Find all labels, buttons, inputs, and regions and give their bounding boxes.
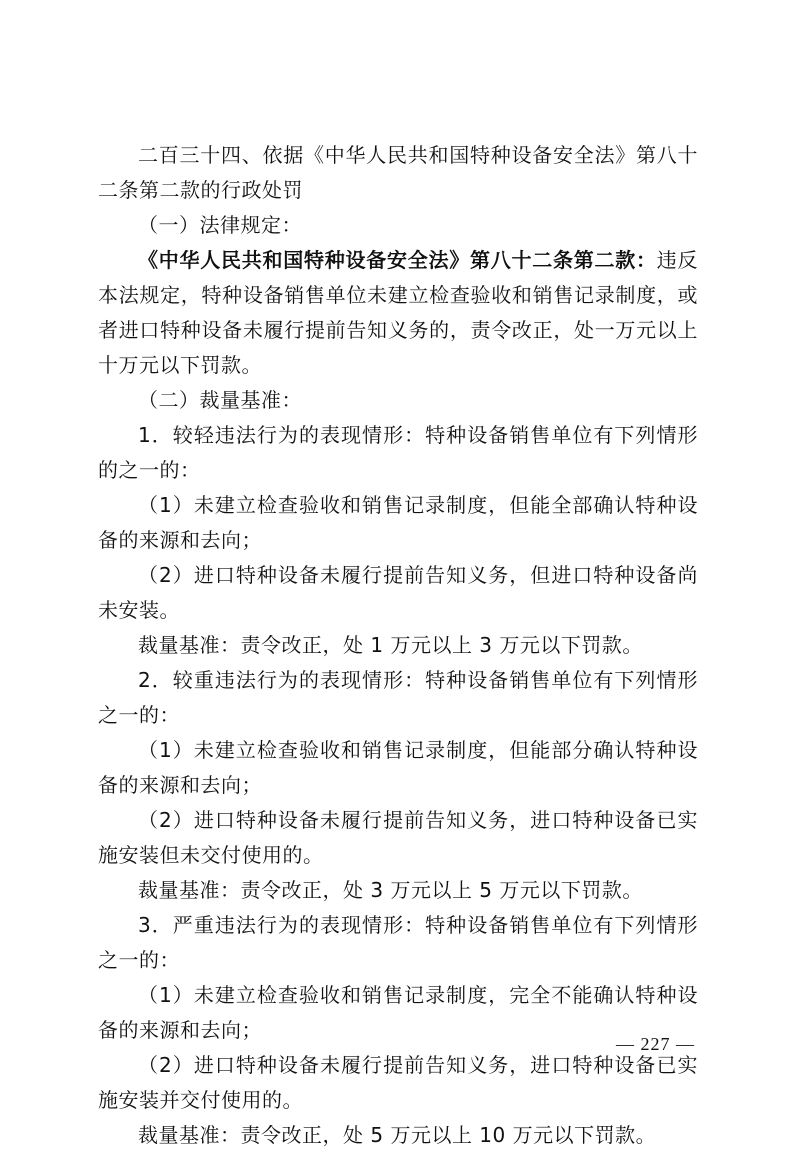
section-title-legal-provisions: （一）法律规定： — [138, 213, 302, 237]
level2-item2: （2）进口特种设备未履行提前告知义务，进口特种设备已实施安装但未交付使用的。 — [98, 808, 698, 867]
law-citation: 《中华人民共和国特种设备安全法》第八十二条第二款： — [138, 248, 657, 272]
page-number: — 227 — — [616, 1034, 695, 1054]
level1-title: 1．较轻违法行为的表现情形：特种设备销售单位有下列情形的之一的： — [98, 423, 698, 482]
law-provision-text: 违反本法规定，特种设备销售单位未建立检查验收和销售记录制度，或者进口特种设备未履行提前告知义务的，责令改正，处一万元以上十万元以下罚款。 — [98, 248, 698, 377]
document-body — [98, 138, 698, 1153]
law-provision — [98, 243, 698, 383]
level1-item1: （1）未建立检查验收和销售记录制度，但能全部确认特种设备的来源和去向； — [98, 493, 698, 552]
level3-item2: （2）进口特种设备未履行提前告知义务，进口特种设备已实施安装并交付使用的。 — [98, 1053, 698, 1112]
level2-title: 2．较重违法行为的表现情形：特种设备销售单位有下列情形之一的： — [98, 668, 698, 727]
level3-item1: （1）未建立检查验收和销售记录制度，完全不能确认特种设备的来源和去向； — [98, 983, 698, 1042]
level3-standard: 裁量基准：责令改正，处 5 万元以上 10 万元以下罚款。 — [138, 1123, 657, 1147]
section-title-discretion-standard: （二）裁量基准： — [138, 388, 302, 412]
level3-title: 3．严重违法行为的表现情形：特种设备销售单位有下列情形之一的： — [98, 913, 698, 972]
article-heading: 二百三十四、依据《中华人民共和国特种设备安全法》第八十二条第二款的行政处罚 — [98, 143, 698, 202]
level1-item2: （2）进口特种设备未履行提前告知义务，但进口特种设备尚未安装。 — [98, 563, 698, 622]
level2-item1: （1）未建立检查验收和销售记录制度，但能部分确认特种设备的来源和去向； — [98, 738, 698, 797]
level2-standard: 裁量基准：责令改正，处 3 万元以上 5 万元以下罚款。 — [138, 878, 643, 902]
level1-standard: 裁量基准：责令改正，处 1 万元以上 3 万元以下罚款。 — [138, 633, 643, 657]
